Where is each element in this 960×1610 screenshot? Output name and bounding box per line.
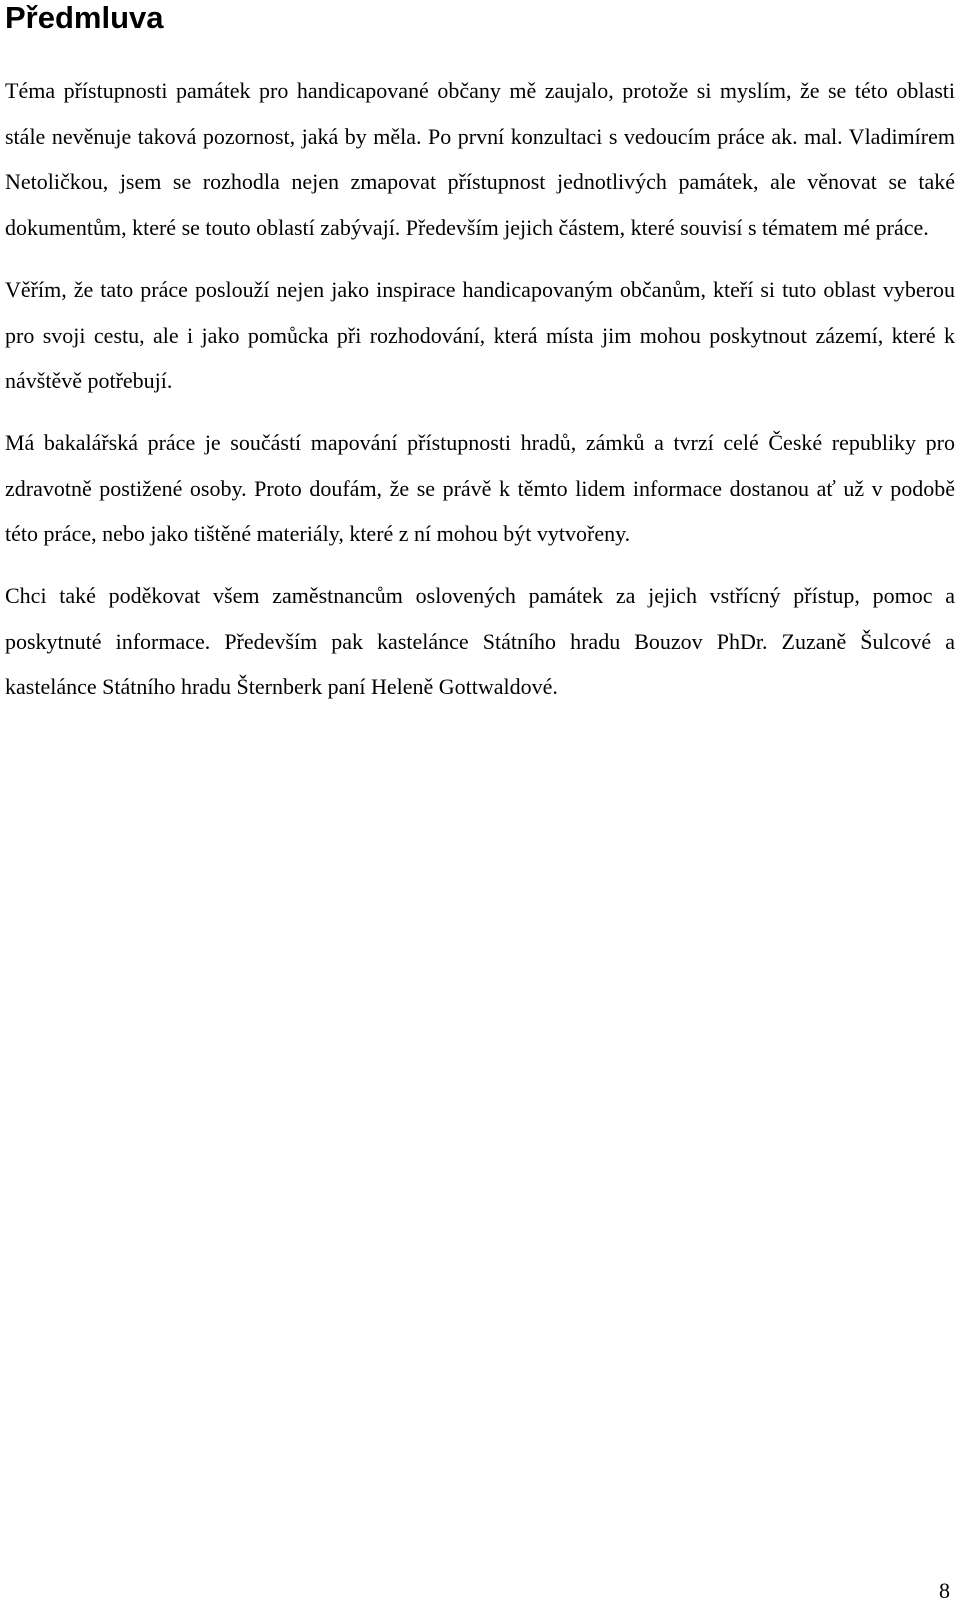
page-title: Předmluva	[5, 0, 164, 35]
page-number: 8	[939, 1578, 950, 1603]
paragraph-acknowledgements: Chci také poděkovat všem zaměstnancům oslovených památek za jejich vstřícný přístup, pomoc a poskytnuté informace. Především pak kastelánce Státního hradu Bouzov PhDr. Zuzaně Šulcové a kastelánce Státního hradu Šternberk paní Heleně Gottwaldové.	[5, 583, 955, 700]
paragraph-intro: Téma přístupnosti památek pro handicapované občany mě zaujalo, protože si myslím, že se této oblasti stále nevěnuje taková pozornost, jaká by měla. Po první konzultaci s vedoucím práce ak. mal. Vladimírem Netoličkou, jsem se rozhodla nejen zmapovat přístupnost jednotlivých památek, ale věnovat se také dokumentům, které se touto oblastí zabývají. Především jejich částem, které souvisí s tématem mé práce.	[5, 78, 955, 241]
paragraph-context: Má bakalářská práce je součástí mapování přístupnosti hradů, zámků a tvrzí celé České republiky pro zdravotně postižené osoby. Proto doufám, že se právě k těmto lidem informace dostanou ať už v podobě této práce, nebo jako tištěné materiály, které z ní mohou být vytvořeny.	[5, 429, 955, 547]
paragraph-purpose: Věřím, že tato práce poslouží nejen jako inspirace handicapovaným občanům, kteří si tuto oblast vyberou pro svoji cestu, ale i jako pomůcka při rozhodování, která místa jim mohou poskytnout zázemí, které k návštěvě potřebují.	[5, 276, 955, 394]
document-body	[5, 68, 955, 710]
